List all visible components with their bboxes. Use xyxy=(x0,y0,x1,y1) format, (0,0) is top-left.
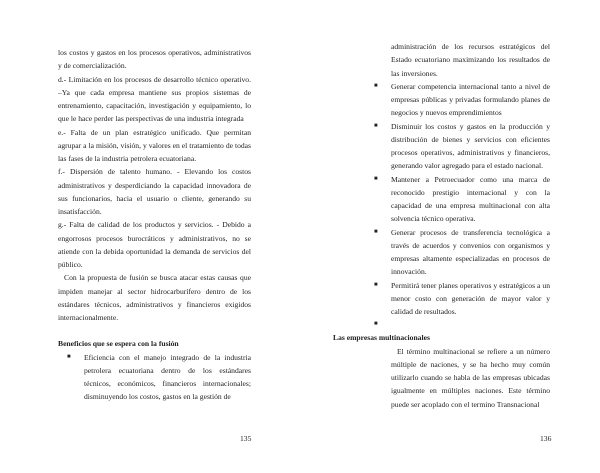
list-item-text: Disminuir los costos y gastos en la producción y distribución de bienes y servicios con eficientes procesos operativos, administrativos y financieros, generando valor agregado para el estado nacional. xyxy=(391,121,550,171)
left-text-column xyxy=(58,46,251,404)
paragraph: e.- Falta de un plan estratégico unificado. Que permitan agrupar a la misión, visión, y valores en el tratamiento de todas las fases de la industria petrolera ecuatoriana. xyxy=(58,127,251,163)
page-number: 136 xyxy=(540,434,552,443)
paragraph: d.- Limitación en los procesos de desarrollo técnico operativo. –Ya que cada empresa mantiene sus propios sistemas de entrenamiento, capacitación, investigación y equipamiento, lo que le hace perder las perspectivas de una industria integrada xyxy=(58,74,251,124)
spacer xyxy=(58,324,251,337)
list-item-text: Generar competencia internacional tanto a nivel de empresas públicas y privadas formulando planes de negocios y nuevos emprendimientos xyxy=(391,81,550,118)
list-item xyxy=(362,120,550,173)
list-item xyxy=(58,351,251,404)
list-item-text: Generar procesos de transferencia tecnológica a través de acuerdos y convenios con organismos y empresas altamente especializadas en procesos de innovación. xyxy=(391,227,550,277)
bullet-icon: ■ xyxy=(67,353,71,360)
bullet-icon: ■ xyxy=(374,281,378,288)
bullet-icon: ■ xyxy=(374,82,378,89)
page-number: 135 xyxy=(240,434,252,443)
continuation-text: administración de los recursos estratégicos del Estado ecuatoriano maximizando los resultados de las inversiones. xyxy=(391,42,550,78)
paragraph: g.- Falta de calidad de los productos y servicios. - Debido a engorrosos procesos burocráticos y administrativos, no se atiende con la debida oportunidad la demanda de servicios del público. xyxy=(58,220,251,269)
list-item-text: Permitirá tener planes operativos y estratégicos a un menor costo con generación de mayor valor y calidad de resultados. xyxy=(391,280,550,316)
paragraph: Con la propuesta de fusión se busca atacar estas causas que impiden manejar al sector hidrocarburífero dentro de los estándares técnicos, administrativos y financieros exigidos internacionalmente. xyxy=(58,273,251,322)
section-heading: Las empresas multinacionales xyxy=(333,333,430,343)
bullet-icon: ■ xyxy=(374,228,378,235)
list-item xyxy=(362,318,550,331)
paragraph: f.- Dispersión de talento humano. - Elevando los costos administrativos y desperdiciando la capacidad innovadora de sus funcionarios, hacia el usuario o cliente, generando su insatisfacción. xyxy=(58,167,251,216)
bullet-list xyxy=(58,351,251,404)
list-item xyxy=(362,279,550,319)
list-item-text: Mantener a Petroecuador como una marca de reconocido prestigio internacional y con la capacidad de una empresa multinacional con alta solvencia técnico operativa. xyxy=(391,174,550,224)
bullet-icon: ■ xyxy=(374,122,378,129)
list-item xyxy=(362,226,550,279)
paragraph: El término multinacional se refiere a un número múltiple de naciones, y se ha hecho muy común utilizarlo cuando se habla de las empresas ubicadas igualmente en múltiples naciones. Este término puede ser acoplado con el termino Transnacional xyxy=(391,346,550,409)
list-item-text: Eficiencia con el manejo integrado de la industria petrolera ecuatoriana dentro de los estándares técnicos, económicos, financieros internacionales; disminuyendo los costos, gastos en la gestión de xyxy=(84,352,251,402)
bullet-list xyxy=(362,80,550,332)
list-item xyxy=(362,173,550,226)
section-heading: Beneficios que se espera con la fusión xyxy=(58,339,179,349)
paragraph: los costos y gastos en los procesos operativos, administrativos y de comercialización. xyxy=(58,48,251,71)
bullet-icon: ■ xyxy=(374,321,378,328)
bullet-icon: ■ xyxy=(374,175,378,182)
right-page xyxy=(300,0,600,473)
right-text-column xyxy=(333,40,550,411)
list-item xyxy=(362,80,550,120)
